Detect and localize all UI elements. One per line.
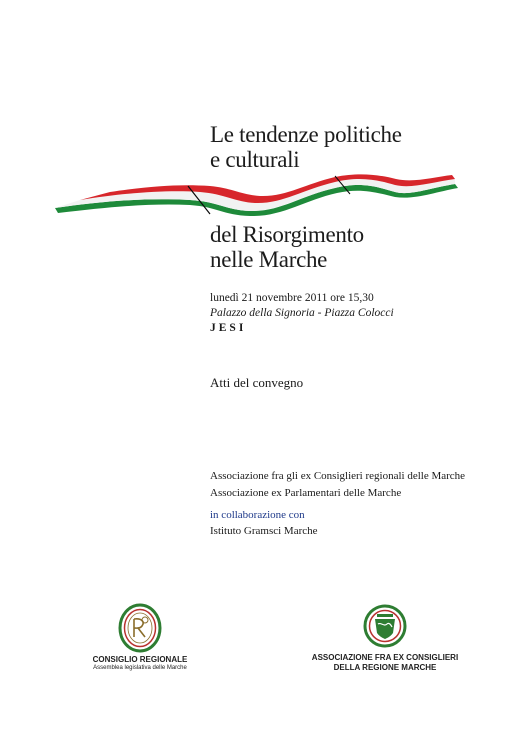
event-place: Palazzo della Signoria - Piazza Colocci [210, 307, 394, 319]
title-line-3: del Risorgimento [210, 222, 364, 247]
organizer-2: Associazione ex Parlamentari delle Marche [210, 487, 402, 499]
organizer-1: Associazione fra gli ex Consiglieri regionali delle Marche [210, 470, 466, 482]
event-city: JESI [210, 322, 247, 334]
event-date: lunedì 21 novembre 2011 ore 15,30 [210, 292, 374, 304]
associazione-name-line-1: ASSOCIAZIONE FRA EX CONSIGLIERI [311, 653, 459, 662]
title-line-4: nelle Marche [210, 247, 328, 272]
consiglio-regionale-logo [118, 603, 162, 653]
title-line-2: e culturali [210, 147, 300, 172]
associazione-name [300, 653, 470, 673]
associazione-name-line-2: DELLA REGIONE MARCHE [333, 663, 437, 672]
collaborator-name: Istituto Gramsci Marche [210, 525, 318, 537]
title-line-1: Le tendenze politiche [210, 122, 402, 147]
tricolor-ribbon [50, 170, 470, 220]
consiglio-regionale-subtitle: Assemblea legislativa delle Marche [93, 665, 187, 671]
title-top [210, 122, 402, 172]
title-bottom [210, 222, 364, 272]
associazione-logo [363, 603, 407, 649]
consiglio-regionale-name: CONSIGLIO REGIONALE [92, 655, 188, 664]
collaboration-label: in collaborazione con [210, 509, 305, 521]
proceedings-label: Atti del convegno [210, 375, 304, 390]
